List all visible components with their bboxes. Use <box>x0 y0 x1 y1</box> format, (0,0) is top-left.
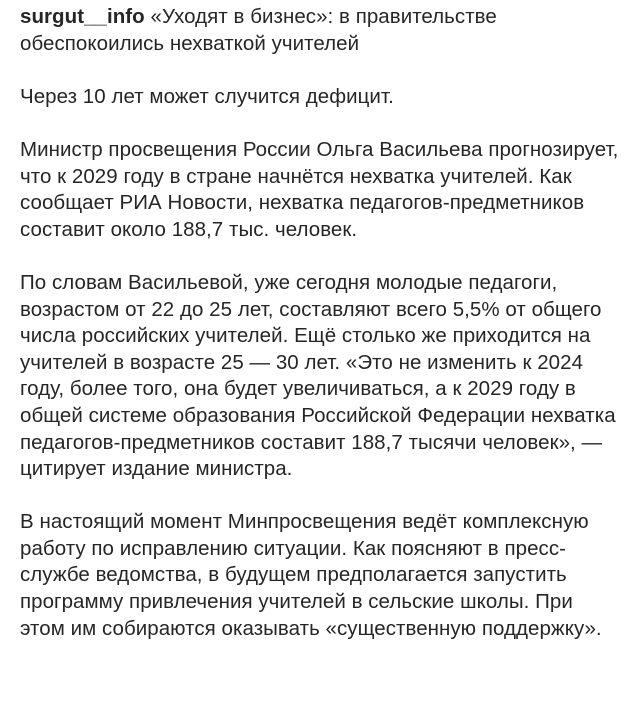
caption-paragraph: Министр просвещения России Ольга Васильева прогнозирует, что к 2029 году в стране начнётся нехватка учителей. Как сообщает РИА Новости, нехватка педагогов-предметников составит около 188,7 тыс. человек. <box>20 137 619 241</box>
username-link[interactable]: surgut__info <box>20 5 145 28</box>
headline-text: «Уходят в бизнес»: в правительстве обеспокоились нехваткой учителей <box>20 5 497 55</box>
post-caption <box>20 4 620 669</box>
caption-paragraph: В настоящий момент Минпросвещения ведёт комплексную работу по исправлению ситуации. Как поясняют в пресс-службе ведомства, в будущем предполагается запустить программу привлечения учителей в сельские школы. При этом им собираются оказывать «существенную поддержку». <box>20 510 602 640</box>
caption-paragraph: Через 10 лет может случится дефицит. <box>20 84 394 108</box>
caption-paragraph: По словам Васильевой, уже сегодня молодые педагоги, возрастом от 22 до 25 лет, составляют всего 5,5% от общего числа российских учителей. Ещё столько же приходится на учителей в возрасте 25 — 30 лет. «Это не изменить к 2024 году, более того, она будет увеличиваться, а к 2029 году в общей системе образования Российской Федерации нехватка педагогов-предметников составит 188,7 тысячи человек», — цитирует издание министра. <box>20 270 616 481</box>
caption-headline <box>20 4 620 57</box>
